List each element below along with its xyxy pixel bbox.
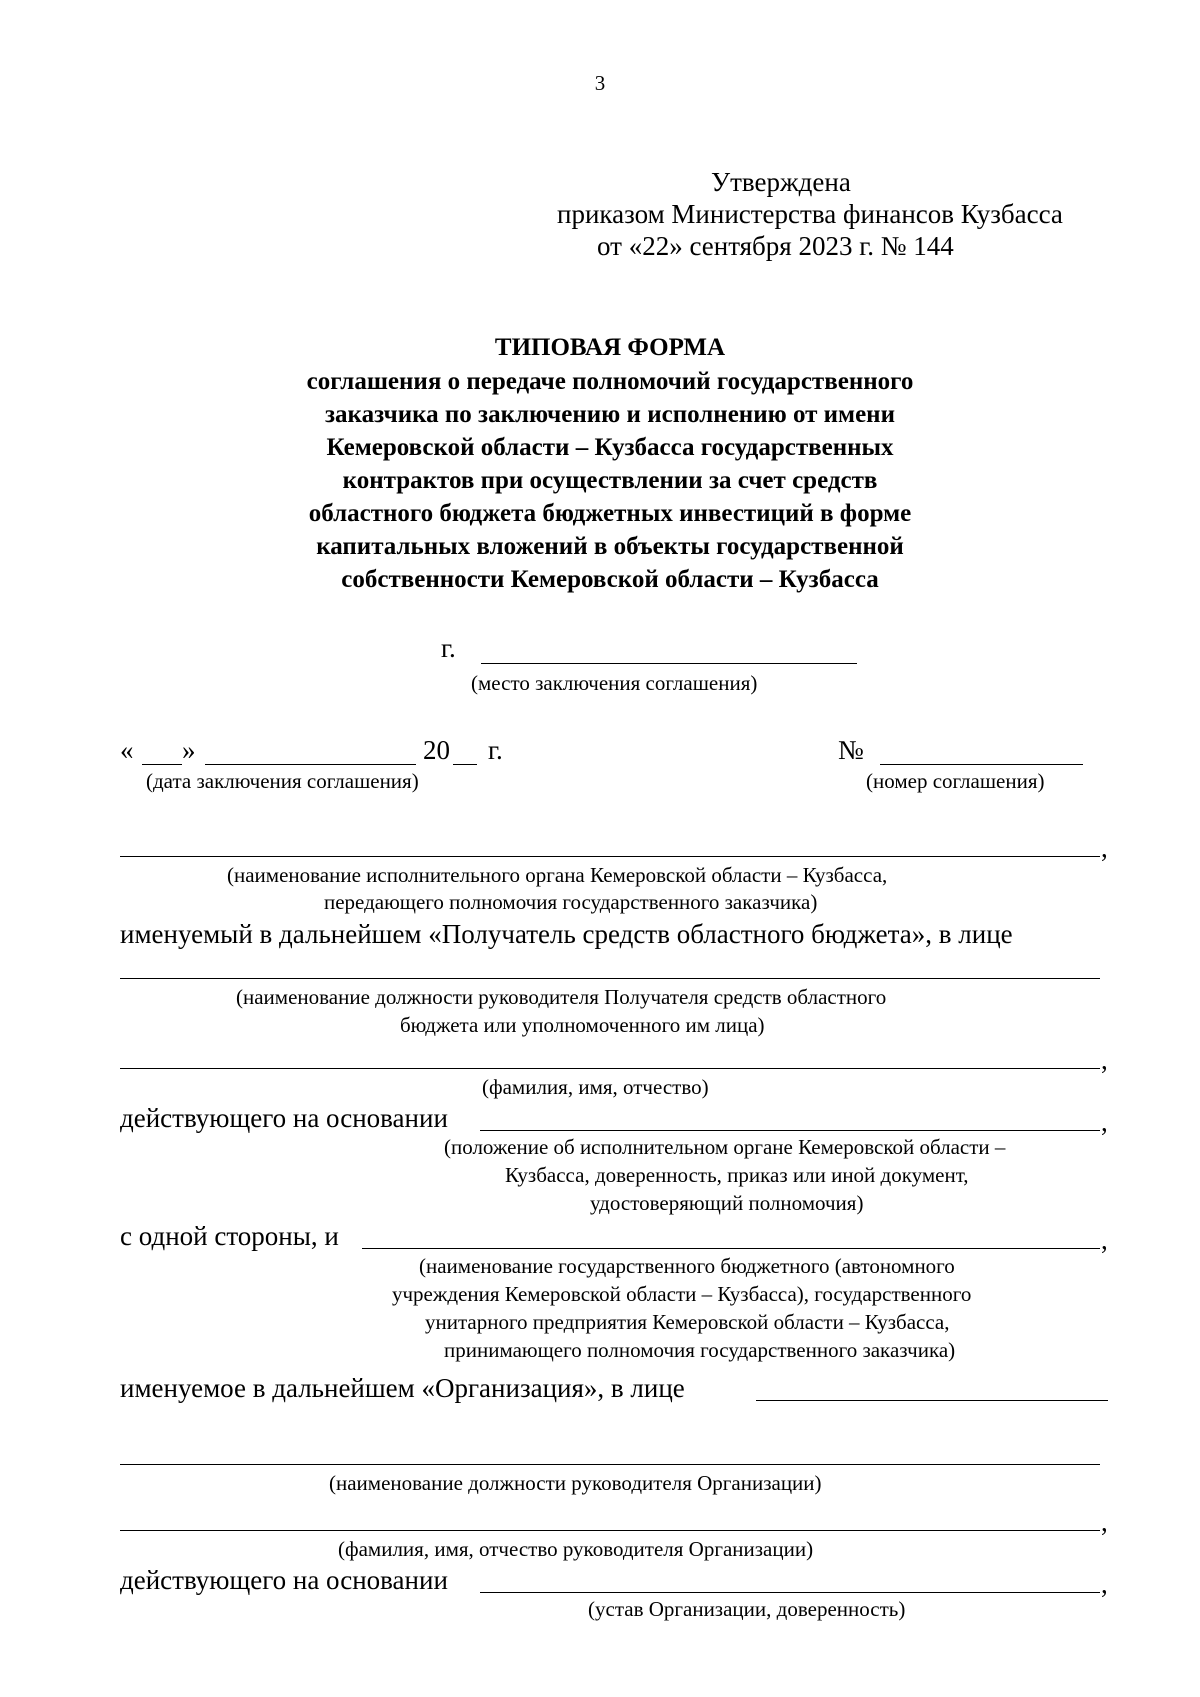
title-line-2: заказчика по заключению и исполнению от имени [325, 401, 895, 428]
org-fio-caption: (фамилия, имя, отчество руководителя Организации) [338, 1537, 814, 1561]
organization-caption-2: учреждения Кемеровской области – Кузбасса), государственного [392, 1282, 972, 1306]
position-blank[interactable] [120, 978, 1100, 979]
charter-blank[interactable] [480, 1592, 1100, 1593]
date-caption: (дата заключения соглашения) [146, 769, 419, 793]
comma: , [1101, 1225, 1108, 1255]
number-caption: (номер соглашения) [866, 769, 1045, 793]
organization-caption-4: принимающего полномочия государственного заказчика) [444, 1338, 956, 1362]
basis-caption-3: удостоверяющий полномочия) [590, 1191, 864, 1215]
title-line-6: капитальных вложений в объекты государственной [316, 533, 904, 560]
named-org-text: именуемое в дальнейшем «Организация», в лице [120, 1373, 685, 1403]
organization-blank[interactable] [362, 1248, 1100, 1249]
basis-caption-2: Кузбасса, доверенность, приказ или иной документ, [505, 1163, 969, 1187]
title-line-4: контрактов при осуществлении за счет средств [342, 467, 878, 494]
org-fio-blank[interactable] [120, 1530, 1100, 1531]
acting-basis-text-2: действующего на основании [120, 1565, 448, 1595]
position-caption-1: (наименование должности руководителя Получателя средств областного [236, 985, 887, 1009]
comma: , [1101, 1569, 1108, 1599]
approval-line-3: от «22» сентября 2023 г. № 144 [597, 231, 954, 261]
basis-blank[interactable] [480, 1130, 1100, 1131]
org-position-blank[interactable] [120, 1464, 1100, 1465]
place-prefix: г. [441, 633, 456, 663]
year-suffix: г. [488, 735, 503, 765]
acting-basis-text: действующего на основании [120, 1103, 448, 1133]
one-side-text: с одной стороны, и [120, 1221, 339, 1251]
year-prefix: 20 [423, 735, 450, 765]
fio-blank[interactable] [120, 1068, 1100, 1069]
number-symbol: № [838, 735, 864, 765]
organ-name-blank[interactable] [120, 856, 1100, 857]
title-line-3: Кемеровской области – Кузбасса государственных [326, 434, 894, 461]
month-blank[interactable] [205, 764, 416, 765]
year-blank[interactable] [453, 764, 477, 765]
position-caption-2: бюджета или уполномоченного им лица) [400, 1013, 765, 1037]
org-position-caption: (наименование должности руководителя Организации) [329, 1471, 822, 1495]
day-blank[interactable] [142, 764, 182, 765]
page-number: 3 [594, 71, 606, 95]
approval-line-2: приказом Министерства финансов Кузбасса [557, 199, 1063, 229]
comma: , [1101, 1107, 1108, 1137]
comma: , [1101, 1507, 1108, 1537]
title-line-7: собственности Кемеровской области – Кузбасса [341, 566, 879, 593]
place-caption: (место заключения соглашения) [471, 671, 758, 695]
date-open-quote: « [120, 735, 134, 765]
approval-line-1: Утверждена [711, 167, 851, 197]
comma: , [1101, 833, 1108, 863]
organ-caption-2: передающего полномочия государственного заказчика) [324, 890, 818, 914]
title-line-5: областного бюджета бюджетных инвестиций в форме [308, 500, 912, 527]
place-blank[interactable] [481, 663, 857, 664]
fio-caption: (фамилия, имя, отчество) [482, 1075, 709, 1099]
basis-caption-1: (положение об исполнительном органе Кемеровской области – [444, 1135, 1006, 1159]
form-heading: ТИПОВАЯ ФОРМА [494, 334, 726, 361]
organization-caption-1: (наименование государственного бюджетного (автономного [419, 1254, 955, 1278]
organization-caption-3: унитарного предприятия Кемеровской области – Кузбасса, [425, 1310, 950, 1334]
organ-caption-1: (наименование исполнительного органа Кемеровской области – Кузбасса, [227, 863, 888, 887]
org-representative-blank[interactable] [756, 1400, 1108, 1401]
charter-caption: (устав Организации, доверенность) [588, 1597, 906, 1621]
date-close-quote: » [182, 735, 196, 765]
comma: , [1101, 1045, 1108, 1075]
title-line-1: соглашения о передаче полномочий государственного [306, 368, 914, 395]
named-recipient-text: именуемый в дальнейшем «Получатель средств областного бюджета», в лице [120, 919, 1013, 949]
number-blank[interactable] [880, 764, 1083, 765]
